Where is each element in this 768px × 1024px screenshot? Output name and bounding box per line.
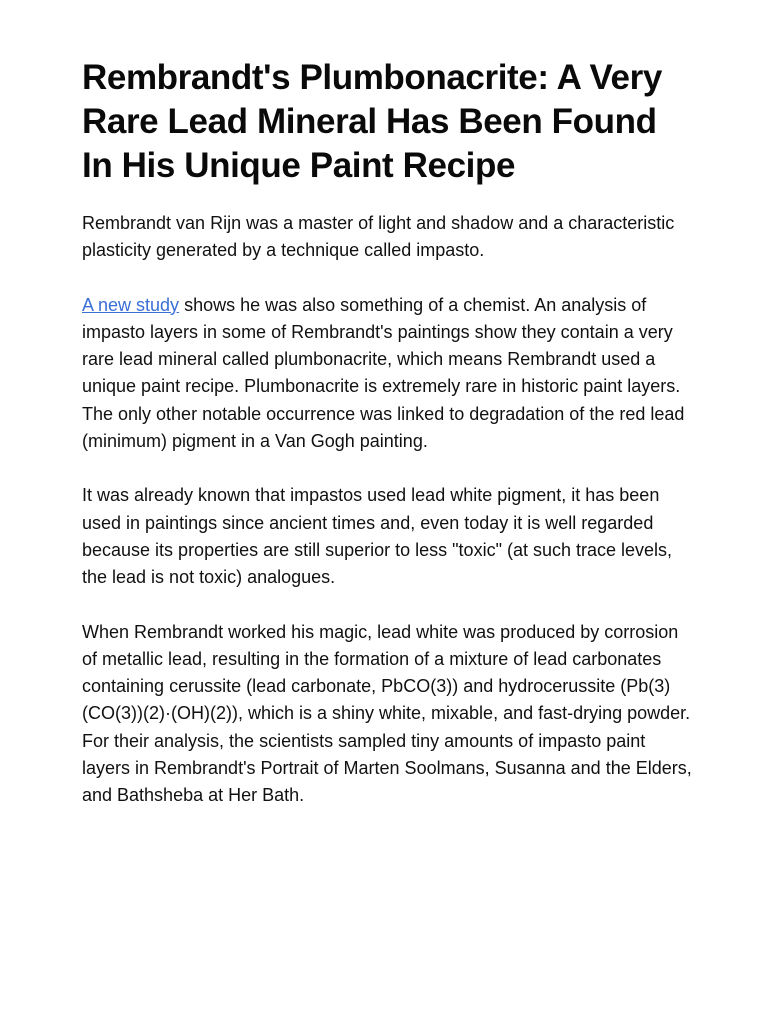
article-title: Rembrandt's Plumbonacrite: A Very Rare Lead Mineral Has Been Found In His Unique Paint Recipe — [82, 58, 662, 185]
article-paragraph-analysis: When Rembrandt worked his magic, lead white was produced by corrosion of metallic lead, resulting in the formation of a mixture of lead carbonates containing cerussite (lead carbonate, PbCO(3)) and hydrocerussite (Pb(3)(CO(3))(2)·(OH)(2)), which is a shiny white, mixable, and fast-drying powder. For their analysis, the scientists sampled tiny amounts of impasto paint layers in Rembrandt's Portrait of Marten Soolmans, Susanna and the Elders, and Bathsheba at Her Bath. — [82, 621, 692, 806]
article — [82, 56, 694, 810]
article-paragraph-lead-white: It was already known that impastos used lead white pigment, it has been used in paintings since ancient times and, even today it is well regarded because its properties are still superior to less "toxic" (at such trace levels, the lead is not toxic) analogues. — [82, 485, 673, 588]
article-paragraph-intro: Rembrandt van Rijn was a master of light and shadow and a characteristic plasticity generated by a technique called impasto. — [82, 213, 675, 261]
new-study-link[interactable]: A new study — [82, 294, 180, 315]
article-paragraph-study-text: shows he was also something of a chemist. An analysis of impasto layers in some of Rembrandt's paintings show they contain a very rare lead mineral called plumbonacrite, which means Rembrandt used a unique paint recipe. Plumbonacrite is extremely rare in historic paint layers. The only other notable occurrence was linked to degradation of the red lead (minimum) pigment in a Van Gogh painting. — [82, 294, 685, 452]
article-paragraph-study — [82, 292, 694, 456]
